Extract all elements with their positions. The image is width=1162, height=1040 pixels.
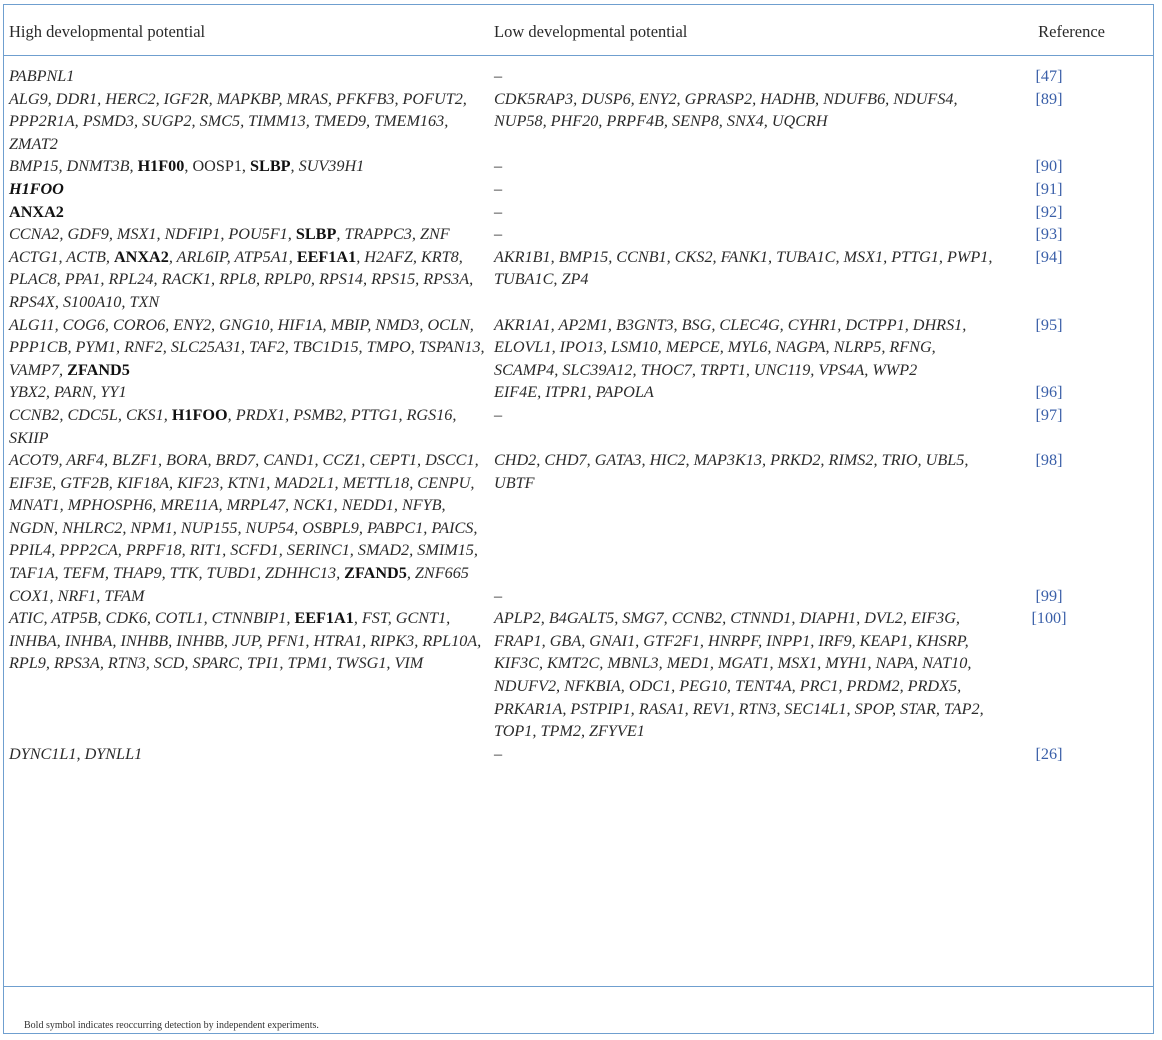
table-row xyxy=(4,88,1153,156)
table-row xyxy=(4,449,1153,585)
reference-link[interactable]: [92] xyxy=(1035,202,1063,221)
table-row xyxy=(4,178,1153,201)
reference-link[interactable]: [99] xyxy=(1035,586,1063,605)
gene-text: SLBP xyxy=(295,225,337,244)
column-header-low: Low developmental potential xyxy=(494,22,688,41)
cell-high-potential xyxy=(4,314,489,382)
cell-high-potential xyxy=(4,155,489,178)
cell-low-potential xyxy=(489,381,994,404)
gene-text: , ARL6IP, ATP5A1, xyxy=(168,247,297,266)
cell-high-potential xyxy=(4,65,489,88)
table-row xyxy=(4,743,1153,766)
cell-high-potential xyxy=(4,201,489,224)
reference-link[interactable]: [89] xyxy=(1035,89,1063,108)
table-frame xyxy=(3,4,1154,1034)
reference-link[interactable]: [91] xyxy=(1035,179,1063,198)
cell-low-potential xyxy=(489,743,994,766)
gene-text: H1FOO xyxy=(9,179,64,198)
footer-divider xyxy=(4,986,1153,987)
reference-link[interactable]: [90] xyxy=(1035,157,1063,176)
gene-text: EEF1A1 xyxy=(294,609,354,628)
cell-low-potential xyxy=(489,246,994,314)
gene-text: BMP15, DNMT3B, xyxy=(9,157,138,176)
table-row xyxy=(4,155,1153,178)
gene-text: CDK5RAP3, DUSP6, ENY2, GPRASP2, HADHB, NDUFB6, NDUFS4, NUP58, PHF20, PRPF4B, SENP8, SNX4, UQCRH xyxy=(494,89,958,131)
gene-text: CCNA2, GDF9, MSX1, NDFIP1, POU5F1, xyxy=(9,225,296,244)
cell-low-potential xyxy=(489,88,994,156)
table-footnote: Bold symbol indicates reoccurring detection by independent experiments. xyxy=(24,1020,319,1031)
cell-high-potential xyxy=(4,607,489,743)
cell-low-potential xyxy=(489,155,994,178)
cell-low-potential xyxy=(489,449,994,585)
cell-high-potential xyxy=(4,381,489,404)
reference-link[interactable]: [97] xyxy=(1035,405,1063,424)
gene-text: – xyxy=(494,225,503,244)
cell-low-potential xyxy=(489,223,994,246)
reference-link[interactable]: [95] xyxy=(1035,315,1063,334)
table-row xyxy=(4,607,1153,743)
gene-text: YBX2, PARN, YY1 xyxy=(9,383,127,402)
cell-high-potential xyxy=(4,223,489,246)
gene-text: H1F00 xyxy=(137,157,185,176)
gene-text: – xyxy=(494,67,503,85)
gene-text: AKR1B1, BMP15, CCNB1, CKS2, FANK1, TUBA1C, MSX1, PTTG1, PWP1, TUBA1C, ZP4 xyxy=(494,247,993,289)
table-row xyxy=(4,223,1153,246)
gene-text: , OOSP1, xyxy=(184,157,251,176)
reference-link[interactable]: [26] xyxy=(1035,744,1063,763)
reference-link[interactable]: [100] xyxy=(1031,609,1067,628)
gene-text: DYNC1L1, DYNLL1 xyxy=(9,744,143,763)
reference-link[interactable]: [98] xyxy=(1035,451,1063,470)
gene-text: , SUV39H1 xyxy=(290,157,365,176)
column-header-reference: Reference xyxy=(1038,22,1105,41)
reference-link[interactable]: [94] xyxy=(1035,247,1063,266)
cell-high-potential xyxy=(4,404,489,449)
cell-low-potential xyxy=(489,404,994,449)
cell-high-potential xyxy=(4,449,489,585)
table-row xyxy=(4,246,1153,314)
cell-low-potential xyxy=(489,201,994,224)
table-row xyxy=(4,65,1153,88)
gene-text: ACOT9, ARF4, BLZF1, BORA, BRD7, CAND1, CCZ1, CEPT1, DSCC1, EIF3E, GTF2B, KIF18A, KIF23, KTN1, MAD2L1, METTL18, CENPU, MNAT1, MPHOSPH6, MRE11A, MRPL47, NCK1, NEDD1, NFYB, NGDN, NHLRC2, NPM1, NUP155, NUP54, OSBPL9, PABPC1, PAICS, PPIL4, PPP2CA, PRPF18, RIT1, SCFD1, SERINC1, SMAD2, SMIM15, TAF1A, TEFM, THAP9, TTK, TUBD1, ZDHHC13, xyxy=(9,451,479,583)
cell-high-potential xyxy=(4,88,489,156)
gene-text: ANXA2 xyxy=(9,202,64,221)
gene-text: AKR1A1, AP2M1, B3GNT3, BSG, CLEC4G, CYHR1, DCTPP1, DHRS1, ELOVL1, IPO13, LSM10, MEPCE, MYL6, NAGPA, NLRP5, RFNG, SCAMP4, SLC39A12, THOC7, TRPT1, UNC119, VPS4A, WWP2 xyxy=(494,315,967,379)
gene-text: PABPNL1 xyxy=(9,67,75,85)
gene-text: EIF4E, ITPR1, PAPOLA xyxy=(494,383,654,402)
gene-text: – xyxy=(494,586,503,605)
reference-link[interactable]: [47] xyxy=(1035,67,1063,85)
cell-low-potential xyxy=(489,314,994,382)
gene-text: APLP2, B4GALT5, SMG7, CCNB2, CTNND1, DIAPH1, DVL2, EIF3G, FRAP1, GBA, GNAI1, GTF2F1, HNRPF, INPP1, IRF9, KEAP1, KHSRP, KIF3C, KMT2C, MBNL3, MED1, MGAT1, MSX1, MYH1, NAPA, NAT10, NDUFV2, NFKBIA, ODC1, PEG10, TENT4A, PRC1, PRDM2, PRDX5, PRKAR1A, PSTPIP1, RASA1, REV1, RTN3, SEC14L1, SPOP, STAR, TAP2, TOP1, TPM2, ZFYVE1 xyxy=(494,609,984,741)
gene-text: COX1, NRF1, TFAM xyxy=(9,586,145,605)
cell-low-potential xyxy=(489,607,994,743)
cell-high-potential xyxy=(4,585,489,608)
gene-text: ANXA2 xyxy=(113,247,169,266)
gene-text: ACTG1, ACTB, xyxy=(9,247,114,266)
table-row xyxy=(4,314,1153,382)
gene-text: SLBP xyxy=(250,157,291,176)
cell-low-potential xyxy=(489,178,994,201)
table-body xyxy=(4,65,1153,765)
gene-text: CCNB2, CDC5L, CKS1, xyxy=(9,405,172,424)
table-row xyxy=(4,381,1153,404)
gene-text: ZFAND5 xyxy=(344,564,407,583)
gene-text: – xyxy=(494,202,503,221)
cell-low-potential xyxy=(489,65,994,88)
reference-link[interactable]: [96] xyxy=(1035,383,1063,402)
gene-text: ALG11, COG6, CORO6, ENY2, GNG10, HIF1A, MBIP, NMD3, OCLN, PPP1CB, PYM1, RNF2, SLC25A31, TAF2, TBC1D15, TMPO, TSPAN13, VAMP7, xyxy=(9,315,485,379)
table-row xyxy=(4,585,1153,608)
gene-text: – xyxy=(494,179,503,198)
gene-text: – xyxy=(494,744,503,763)
table-header xyxy=(4,5,1153,56)
gene-text: , PRDX1, PSMB2, PTTG1, RGS16, SKIIP xyxy=(9,405,457,447)
cell-high-potential xyxy=(4,178,489,201)
table-row xyxy=(4,201,1153,224)
gene-text: – xyxy=(494,157,503,176)
cell-low-potential xyxy=(489,585,994,608)
table-row xyxy=(4,404,1153,449)
gene-text: , TRAPPC3, ZNF xyxy=(336,225,450,244)
gene-text: H1FOO xyxy=(171,405,228,424)
gene-text: ALG9, DDR1, HERC2, IGF2R, MAPKBP, MRAS, PFKFB3, POFUT2, PPP2R1A, PSMD3, SUGP2, SMC5, TIMM13, TMED9, TMEM163, ZMAT2 xyxy=(9,89,467,153)
gene-text: , FST, GCNT1, INHBA, INHBA, INHBB, INHBB, JUP, PFN1, HTRA1, RIPK3, RPL10A, RPL9, RPS3A, RTN3, SCD, SPARC, TPI1, TPM1, TWSG1, VIM xyxy=(9,609,482,673)
gene-text: CHD2, CHD7, GATA3, HIC2, MAP3K13, PRKD2, RIMS2, TRIO, UBL5, UBTF xyxy=(494,451,969,492)
gene-text: , ZNF665 xyxy=(406,564,469,583)
gene-text: ATIC, ATP5B, CDK6, COTL1, CTNNBIP1, xyxy=(9,609,295,628)
cell-high-potential xyxy=(4,246,489,314)
column-header-high: High developmental potential xyxy=(9,22,206,41)
gene-text: EEF1A1 xyxy=(296,247,357,266)
gene-text: ZFAND5 xyxy=(67,360,130,379)
cell-high-potential xyxy=(4,743,489,766)
gene-text: , H2AFZ, KRT8, PLAC8, PPA1, RPL24, RACK1, RPL8, RPLP0, RPS14, RPS15, RPS3A, RPS4X, S100A10, TXN xyxy=(9,247,474,311)
gene-text: – xyxy=(494,405,503,424)
reference-link[interactable]: [93] xyxy=(1035,225,1063,244)
